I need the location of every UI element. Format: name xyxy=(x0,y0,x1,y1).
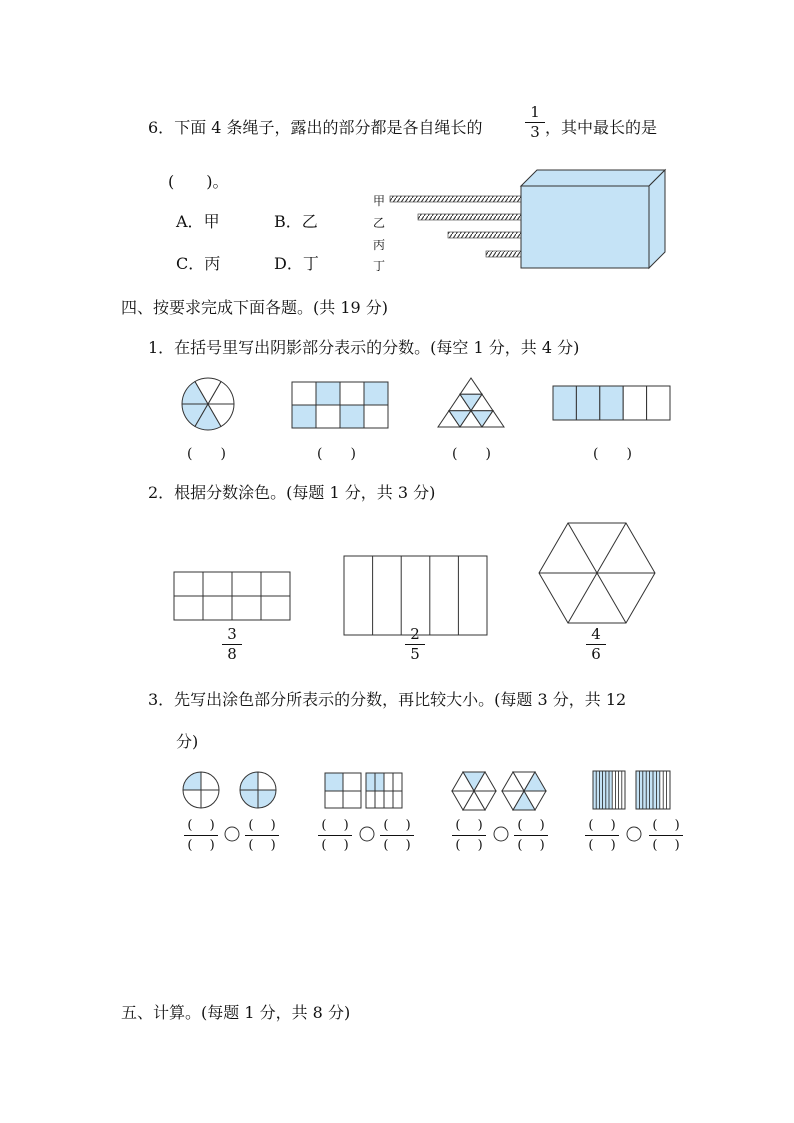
rope-ding xyxy=(486,251,522,257)
q2-fraction-1: 3 8 xyxy=(222,626,242,663)
q2-strip-5 xyxy=(344,556,487,635)
q1-blank-1[interactable]: ( ) xyxy=(187,446,226,462)
box-front xyxy=(521,186,649,268)
q3-answer-4a[interactable]: ( ) ( ) xyxy=(585,818,619,853)
s4-q3-text-line2: 分) xyxy=(176,732,199,751)
q6-option-d[interactable]: D．丁 xyxy=(274,254,319,273)
q6-fraction-denominator: 3 xyxy=(530,123,540,141)
q3-answer-1b[interactable]: ( ) ( ) xyxy=(245,818,279,853)
q3-answer-2a[interactable]: ( ) ( ) xyxy=(318,818,352,853)
q1-strip-figure xyxy=(553,386,670,420)
q3-pair3 xyxy=(452,772,546,810)
q6-option-a[interactable]: A．甲 xyxy=(176,212,220,231)
q6-number: 6． xyxy=(148,118,175,137)
compare-circle-4 xyxy=(627,827,641,841)
rope-label-yi: 乙 xyxy=(373,216,386,230)
q3-answer-2b[interactable]: ( ) ( ) xyxy=(380,818,414,853)
s4-q2-figures[interactable] xyxy=(0,515,794,645)
s4-q3-figures xyxy=(0,765,794,825)
compare-circle-2 xyxy=(360,827,374,841)
q6-option-c[interactable]: C．丙 xyxy=(176,254,221,273)
rope-label-ding: 丁 xyxy=(373,259,386,273)
q6-fraction-numerator: 1 xyxy=(530,103,540,121)
q3-answer-4b[interactable]: ( ) ( ) xyxy=(649,818,683,853)
q1-blank-3[interactable]: ( ) xyxy=(452,446,491,462)
rope-jia xyxy=(390,196,522,202)
q6-text-after: ，其中最长的是 xyxy=(545,118,658,137)
s4-q1-text: 1．在括号里写出阴影部分表示的分数。(每空 1 分，共 4 分) xyxy=(148,338,580,357)
s4-q2-text: 2．根据分数涂色。(每题 1 分，共 3 分) xyxy=(148,483,436,502)
rope-yi xyxy=(418,214,522,220)
q6-option-b[interactable]: B．乙 xyxy=(274,212,318,231)
q3-pair4 xyxy=(593,771,670,809)
q2-fraction-2: 2 5 xyxy=(405,626,425,663)
s4-q3-text-line1: 3．先写出涂色部分所表示的分数，再比较大小。(每题 3 分，共 12 xyxy=(148,690,627,709)
q2-grid-2x4 xyxy=(174,572,290,620)
q3-answer-1a[interactable]: ( ) ( ) xyxy=(184,818,218,853)
q3-pair2 xyxy=(325,773,402,808)
q1-blank-4[interactable]: ( ) xyxy=(593,446,632,462)
q1-blank-2[interactable]: ( ) xyxy=(317,446,356,462)
q3-pair1 xyxy=(183,772,276,808)
q1-circle-figure xyxy=(182,378,234,430)
rope-bing xyxy=(448,232,522,238)
q2-fraction-3: 4 6 xyxy=(586,626,606,663)
rope-label-bing: 丙 xyxy=(373,238,386,252)
section4-title: 四、按要求完成下面各题。(共 19 分) xyxy=(121,298,389,317)
section5-title: 五、计算。(每题 1 分，共 8 分) xyxy=(121,1003,351,1022)
compare-circle-3 xyxy=(494,827,508,841)
q1-triangle-figure xyxy=(438,378,504,427)
box-side xyxy=(649,170,665,268)
q1-grid-figure xyxy=(292,382,388,428)
rope-box-figure xyxy=(0,0,794,300)
s4-q1-figures xyxy=(0,370,794,490)
compare-circle-1 xyxy=(225,827,239,841)
q3-answer-3a[interactable]: ( ) ( ) xyxy=(452,818,486,853)
q2-hexagon xyxy=(539,523,655,623)
q6-answer-blank[interactable]: ( )。 xyxy=(168,172,229,191)
q6-text-before: 下面 4 条绳子，露出的部分都是各自绳长的 xyxy=(174,118,483,137)
box-top xyxy=(521,170,665,186)
rope-label-jia: 甲 xyxy=(373,194,386,208)
q3-answer-3b[interactable]: ( ) ( ) xyxy=(514,818,548,853)
